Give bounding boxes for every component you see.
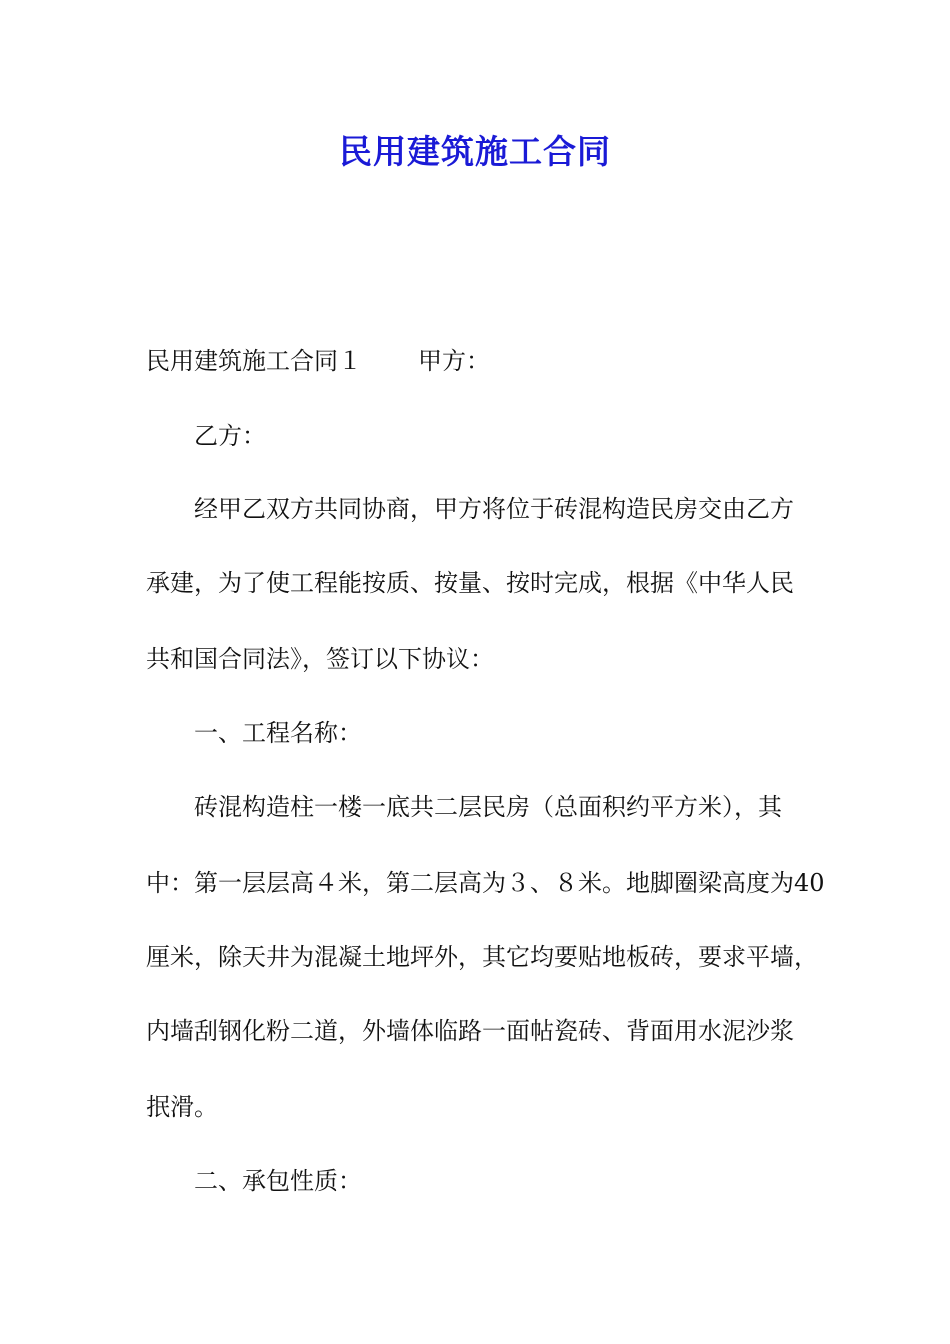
contract-heading-line	[146, 344, 490, 378]
paragraph-line: 承建，为了使工程能按质、按量、按时完成，根据《中华人民	[146, 569, 794, 597]
paragraph-line: 砖混构造柱一楼一底共二层民房（总面积约平方米），其	[194, 793, 782, 821]
paragraph-line: 共和国合同法》，签订以下协议：	[146, 645, 494, 673]
paragraph-line: 抿滑。	[146, 1093, 218, 1121]
party-b-label: 乙方：	[194, 422, 266, 450]
section-heading-project-name: 一、工程名称：	[194, 719, 362, 747]
section-heading-contract-type: 二、承包性质：	[194, 1167, 362, 1195]
paragraph-line: 中：第一层层高４米，第二层高为３、８米。地脚圈梁高度为40	[146, 869, 825, 897]
document-title: 民用建筑施工合同	[339, 132, 611, 171]
paragraph-line: 内墙刮钢化粉二道，外墙体临路一面帖瓷砖、背面用水泥沙浆	[146, 1017, 794, 1045]
paragraph-line: 经甲乙双方共同协商，甲方将位于砖混构造民房交由乙方	[194, 495, 794, 523]
contract-subtitle: 民用建筑施工合同１	[146, 347, 362, 375]
party-a-label: 甲方：	[418, 347, 490, 375]
paragraph-line: 厘米，除天井为混凝土地坪外，其它均要贴地板砖，要求平墙，	[146, 943, 818, 971]
